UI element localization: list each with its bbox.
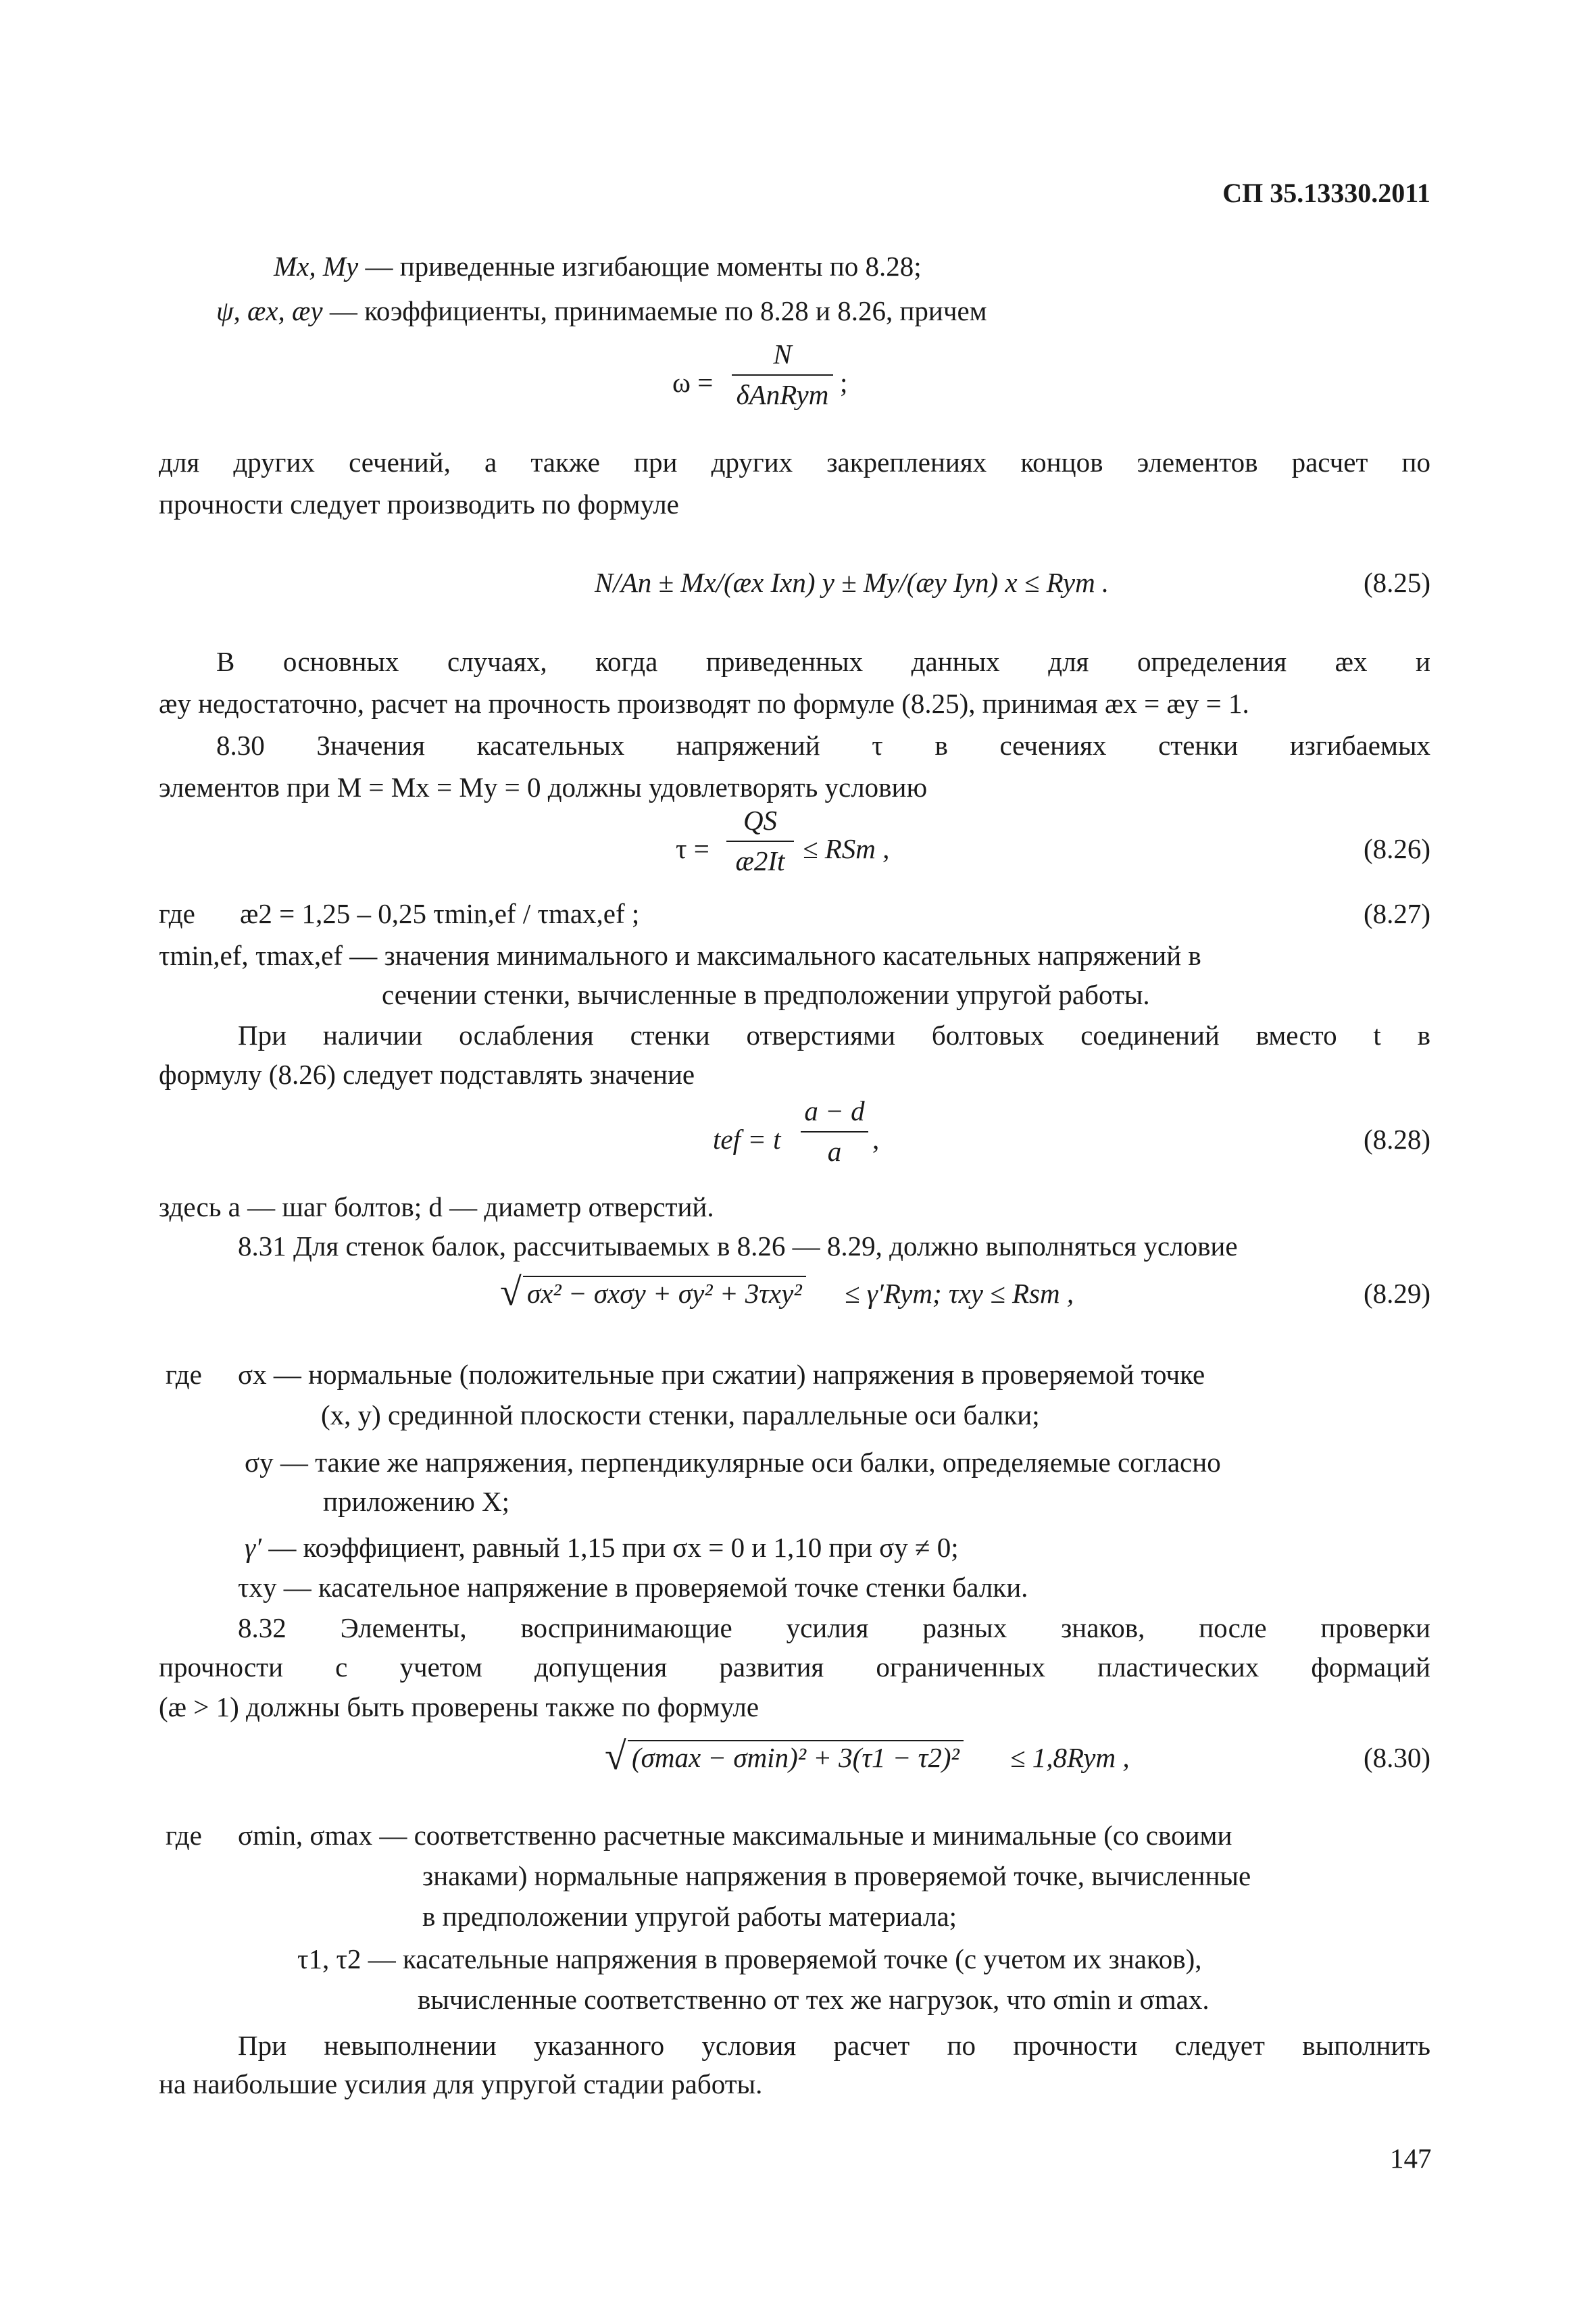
formula-8-26 [676,804,1014,892]
formula-8-28-denominator: a [801,1131,868,1168]
omega-formula [672,338,875,426]
tau-xy-text: — касательное напряжение в проверяемой точке стенки балки. [276,1572,1028,1603]
formula-8-26-denominator: æ2It [726,841,794,877]
tau-definition-text2: сечении стенки, вычисленные в предположении упругой работы. [382,979,1150,1010]
definition-sigma-y [245,1446,1221,1478]
gamma-var: γ′ [245,1532,262,1563]
tau-1-2-text2: вычисленные соответственно от тех же нагрузок, что σmin и σmax. [418,1984,1210,2015]
formula-8-29-radicand: σx² − σxσy + σy² + 3τxy² [523,1276,806,1310]
paragraph-bolt-holes-line2: формулу (8.26) следует подставлять значение [159,1059,695,1090]
formula-8-25: N/An ± Mx/(æx Ixn) y ± My/(æy Iyn) x ≤ Rym . [595,567,1109,598]
moment-variables: Mx, My [274,251,359,282]
sigma-min-max-text1: — соответственно расчетные максимальные и минимальные (со своими [372,1820,1232,1851]
formula-8-26-lhs: τ = [676,833,709,864]
formula-8-28-fraction [801,1095,868,1168]
sigma-y-text1: — такие же напряжения, перпендикулярные оси балки, определяемые согласно [273,1447,1221,1478]
formula-8-30-rhs: ≤ 1,8Rym , [1010,1742,1130,1773]
definition-tau-xy [238,1571,1028,1603]
formula-8-26-fraction [726,804,794,877]
formula-8-28-lhs: tef = t [713,1124,781,1155]
tau-definition-text1: — значения минимального и максимального касательных напряжений в [343,940,1201,971]
definition-sigma-x [238,1358,1205,1391]
clause-8-32-line1: 8.32 Элементы, воспринимающие усилия разных знаков, после проверки [238,1612,1430,1643]
paragraph-basic-cases-line2: æy недостаточно, расчет на прочность производят по формуле (8.25), принимая æx = æy = 1. [159,688,1249,719]
tau-1-2-text1: — касательные напряжения в проверяемой точке (с учетом их знаков), [361,1943,1202,1974]
formula-8-30-radical: √ [605,1734,626,1778]
formula-8-27-where: где [159,898,195,929]
formula-8-25-number: (8.25) [1363,567,1430,598]
paragraph-bolt-step: здесь a — шаг болтов; d — диаметр отверстий. [159,1191,714,1222]
sigma-min-max-text3: в предположении упругой работы материала; [422,1901,957,1932]
omega-fraction [732,338,833,411]
paragraph-bolt-holes-line1: При наличии ослабления стенки отверстиями болтовых соединений вместо t в [238,1020,1430,1051]
document-code: СП 35.13330.2011 [1222,178,1430,208]
where-8-29: где [166,1359,202,1390]
formula-8-26-numerator: QS [743,805,778,836]
formula-8-27-number: (8.27) [1363,898,1430,929]
coefficient-variables: ψ, æx, æy [216,295,323,326]
formula-8-28-number: (8.28) [1363,1124,1430,1155]
formula-8-28-numerator: a − d [804,1095,865,1126]
formula-8-29-number: (8.29) [1363,1278,1430,1309]
omega-numerator: N [773,339,792,370]
definition-tau [159,939,1201,972]
sigma-y-var: σy [245,1447,274,1478]
formula-8-29-radical: √ [500,1270,522,1314]
formula-8-26-rhs: ≤ RSm , [803,833,890,864]
coefficient-definition-text: — коэффициенты, принимаемые по 8.28 и 8.26, причем [322,295,987,326]
paragraph-failure-line1: При невыполнении указанного условия расчет по прочности следует выполнить [238,2030,1430,2061]
clause-8-32-line2: прочности с учетом допущения развития ограниченных пластических формаций [159,1651,1430,1683]
omega-tail: ; [840,367,848,398]
sigma-min-max-text2: знаками) нормальные напряжения в проверяемой точке, вычисленные [422,1860,1251,1891]
where-8-30: где [166,1820,202,1851]
gamma-text: — коэффициент, равный 1,15 при σx = 0 и 1,10 при σy ≠ 0; [261,1532,959,1563]
definition-moments [274,250,922,282]
formula-8-30-radicand: (σmax − σmin)² + 3(τ1 − τ2)² [628,1740,964,1774]
paragraph-other-sections-line1: для других сечений, а также при других закреплениях концов элементов расчет по [159,447,1430,478]
clause-8-31: 8.31 Для стенок балок, рассчитываемых в 8.26 — 8.29, должно выполняться условие [238,1230,1238,1262]
omega-lhs: ω = [672,367,714,398]
tau-variables: τmin,ef, τmax,ef [159,940,343,971]
formula-8-28-tail: , [872,1124,880,1155]
tau-xy-var: τxy [238,1572,277,1603]
formula-8-30-number: (8.30) [1363,1742,1430,1773]
tau-1-2-vars: τ1, τ2 [297,1943,361,1974]
moment-definition-text: — приведенные изгибающие моменты по 8.28; [358,251,922,282]
sigma-x-var: σx [238,1359,267,1390]
clause-8-32-line3: (æ > 1) должны быть проверены также по формуле [159,1691,759,1722]
sigma-x-text1: — нормальные (положительные при сжатии) напряжения в проверяемой точке [266,1359,1205,1390]
clause-8-30-line1: 8.30 Значения касательных напряжений τ в сечениях стенки изгибаемых [216,730,1430,761]
definition-tau-1-2 [297,1943,1202,1975]
sigma-y-text2: приложению X; [323,1486,510,1517]
formula-8-29-rhs: ≤ γ′Rym; τxy ≤ Rsm , [845,1278,1074,1309]
formula-8-28 [713,1095,983,1183]
paragraph-other-sections-line2: прочности следует производить по формуле [159,489,679,520]
page-number: 147 [1390,2143,1432,2174]
formula-8-27: æ2 = 1,25 – 0,25 τmin,ef / τmax,ef ; [240,898,640,929]
clause-8-30-line2: элементов при M = Mx = My = 0 должны удовлетворять условию [159,772,928,803]
sigma-min-max-vars: σmin, σmax [238,1820,373,1851]
definition-gamma [245,1531,959,1564]
paragraph-basic-cases-line1: В основных случаях, когда приведенных данных для определения æx и [216,646,1430,677]
definition-coefficients [216,295,987,327]
omega-denominator: δAnRym [732,374,833,411]
formula-8-26-number: (8.26) [1363,833,1430,864]
sigma-x-text2: (x, y) срединной плоскости стенки, параллельные оси балки; [321,1399,1040,1430]
paragraph-failure-line2: на наибольшие усилия для упругой стадии работы. [159,2068,763,2099]
definition-sigma-min-max [238,1819,1232,1851]
